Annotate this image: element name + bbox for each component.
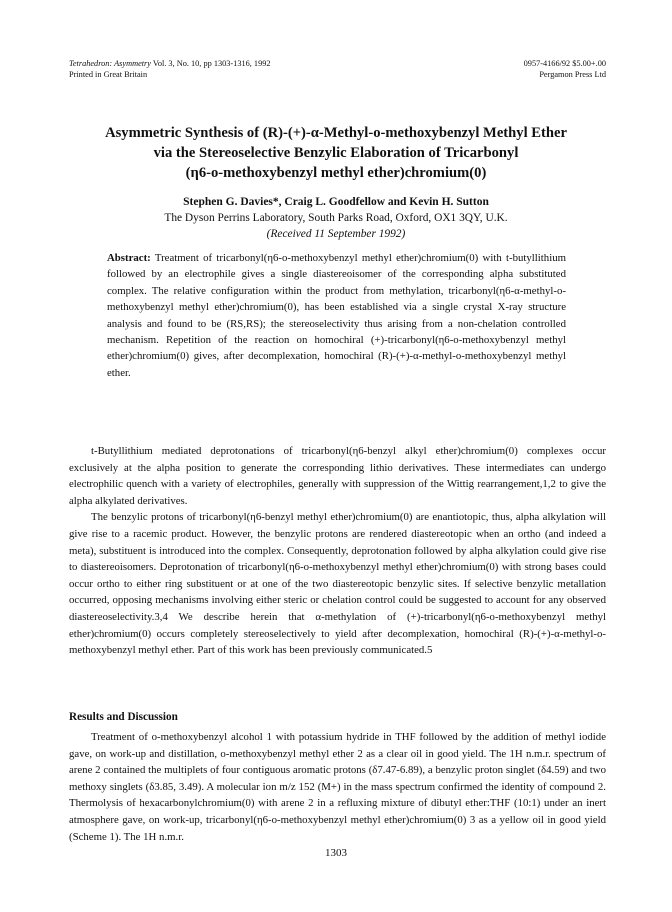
paragraph: t-Butyllithium mediated deprotonations of tricarbonyl(η6-benzyl alkyl ether)chromium(0) complexes occur exclusively at the alpha position to generate the corresponding lithio derivatives. These intermediates can undergo electrophilic quench with a variety of electrophiles, generally with suppression of the Wittig rearrangement,1,2 to give the alpha alkylated derivatives. bbox=[69, 445, 606, 507]
title-line-2: via the Stereoselective Benzylic Elaboration of Tricarbonyl bbox=[153, 145, 519, 161]
abstract-label: Abstract: bbox=[107, 252, 151, 264]
author-list: Stephen G. Davies*, Craig L. Goodfellow and Kevin H. Sutton bbox=[183, 196, 489, 208]
paragraph: Treatment of o-methoxybenzyl alcohol 1 with potassium hydride in THF followed by the addition of methyl iodide gave, on work-up and distillation, o-methoxybenzyl methyl ether 2 as a clear oil in good yield. The 1H n.m.r. spectrum of arene 2 contained the multiplets of four contiguous aromatic protons (δ7.47-6.89), a benzylic proton singlet (δ4.59) and two methoxy singlets (δ3.85, 3.49). A molecular ion m/z 152 (M+) in the mass spectrum confirmed the identity of compound 2. Thermolysis of hexacarbonylchromium(0) with arene 2 in a refluxing mixture of dibutyl ether:THF (10:1) under an inert atmosphere gave, on work-up, tricarbonyl(η6-o-methoxybenzyl methyl ether)chromium(0) 3 as a yellow oil in good yield (Scheme 1). The 1H n.m.r. bbox=[69, 731, 606, 843]
printed-in: Printed in Great Britain bbox=[69, 70, 148, 79]
price-code: 0957-4166/92 $5.00+.00 bbox=[523, 59, 606, 68]
title-line-1: Asymmetric Synthesis of (R)-(+)-α-Methyl-o-methoxybenzyl Methyl Ether bbox=[105, 125, 567, 141]
received-date: (Received 11 September 1992) bbox=[266, 228, 406, 240]
publisher-name: Pergamon Press Ltd bbox=[539, 70, 606, 79]
abstract-text: Treatment of tricarbonyl(η6-o-methoxybenzyl methyl ether)chromium(0) with t-butyllithium followed by an electrophile gives a single diastereoisomer of the corresponding alpha substituted complex. The relative configuration within the product from methylation, tricarbonyl(η6-α-methyl-o-methoxybenzyl methyl ether)chromium(0), has been established via a single crystal X-ray structure analysis and found to be (RS,RS); the stereoselectivity thus arising from a non-chelation controlled mechanism. Repetition of the reaction on homochiral (+)-tricarbonyl(η6-o-methoxybenzyl methyl ether)chromium(0) gives, after decomplexation, homochiral (R)-(+)-α-methyl-o-methoxybenzyl methyl ether. bbox=[107, 252, 566, 379]
abstract bbox=[107, 250, 566, 381]
paragraph: The benzylic protons of tricarbonyl(η6-benzyl methyl ether)chromium(0) are enantiotopic, thus, alpha alkylation will give rise to a racemic product. However, the benzylic protons are rendered diastereotopic when an ortho (and indeed a meta), substituent is introduced into the complex. Consequently, deprotonation followed by alpha alkylation could give rise to diastereoisomers. Deprotonation of tricarbonyl(η6-o-methoxybenzyl methyl ether)chromium(0) with strong bases could occur ortho to either ring substituent or at one of the two diastereotopic benzylic sites. If selective benzylic metallation occurred, opposing mechanisms involving either steric or chelation control could be suggested to account for any observed diastereoselectivity.3,4 We describe herein that α-methylation of (+)-tricarbonyl(η6-o-methoxybenzyl methyl ether)chromium(0) occurs completely stereoselectively to yield after decomplexation, homochiral (R)-(+)-α-methyl-o-methoxybenzyl methyl ether. Part of this work has been previously communicated.5 bbox=[69, 511, 606, 657]
section-heading: Results and Discussion bbox=[69, 711, 178, 723]
affiliation: The Dyson Perrins Laboratory, South Parks Road, Oxford, OX1 3QY, U.K. bbox=[164, 212, 508, 224]
journal-name: Tetrahedron: Asymmetry bbox=[69, 59, 151, 68]
page-number: 1303 bbox=[325, 847, 347, 859]
journal-citation: Vol. 3, No. 10, pp 1303-1316, 1992 bbox=[150, 59, 271, 68]
results-section bbox=[69, 729, 606, 845]
introduction bbox=[69, 443, 606, 659]
journal-header bbox=[69, 58, 271, 80]
publisher-header bbox=[524, 58, 606, 80]
title-line-3: (η6-o-methoxybenzyl methyl ether)chromium(0) bbox=[185, 165, 487, 181]
article-title bbox=[60, 123, 612, 183]
